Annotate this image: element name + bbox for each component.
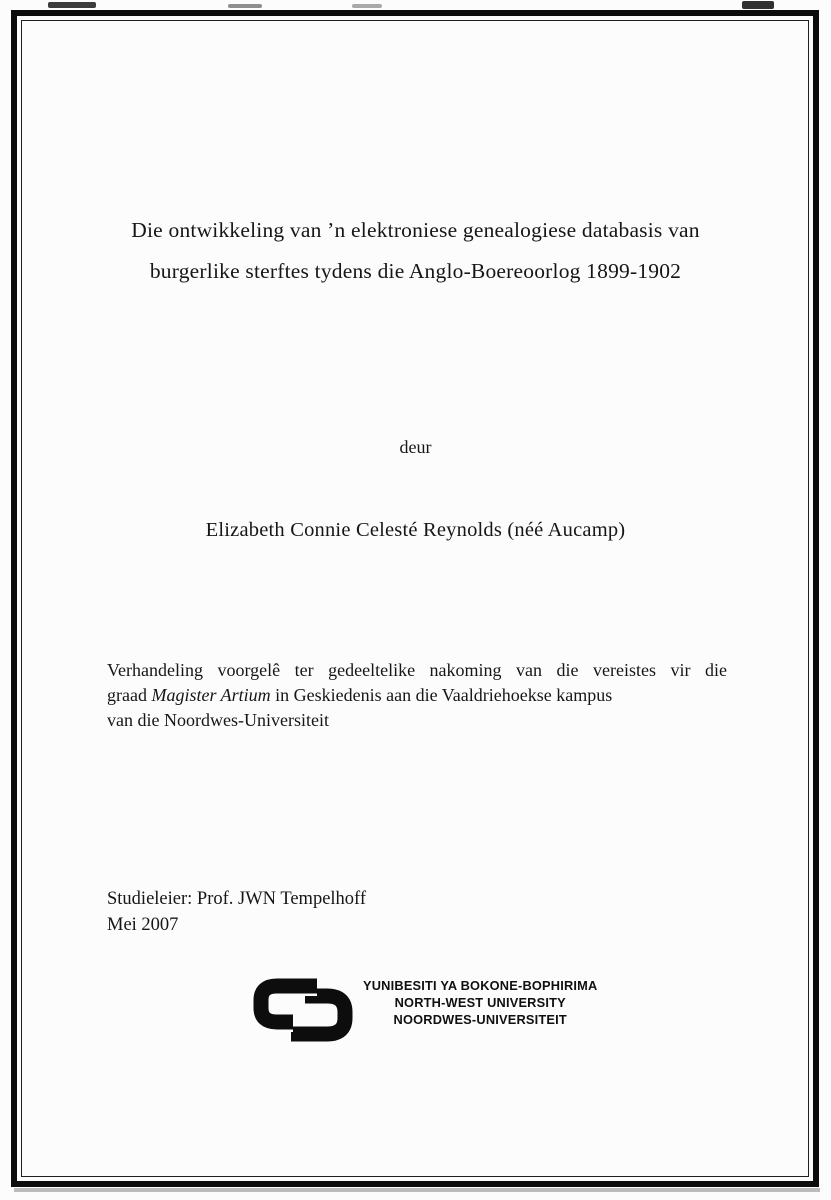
thesis-title (60, 210, 771, 292)
university-logo (253, 974, 597, 1046)
date-line: Mei 2007 (107, 915, 179, 935)
logo-line-english: NORTH-WEST UNIVERSITY (394, 994, 566, 1010)
scan-artifact (228, 4, 262, 8)
scan-artifact (48, 2, 96, 8)
logo-line-setswana: YUNIBESITI YA BOKONE-BOPHIRIMA (363, 978, 598, 993)
statement-line-2-suffix: in Geskiedenis aan die Vaaldriehoekse kampus (270, 685, 613, 705)
supervisor-line: Studieleier: Prof. JWN Tempelhoff (107, 889, 367, 909)
title-line-2: burgerlike sterftes tydens die Anglo-Boereoorlog 1899-1902 (149, 259, 682, 283)
degree-name-italic: Magister Artium (151, 685, 271, 705)
logo-wordmark (363, 974, 597, 1028)
scan-artifact (14, 1188, 820, 1192)
supervisor-block (107, 886, 366, 938)
scan-artifact (742, 1, 774, 9)
title-line-1: Die ontwikkeling van ’n elektroniese genealogiese databasis van (131, 218, 700, 242)
nwu-logo-icon (253, 974, 357, 1046)
logo-line-afrikaans: NOORDWES-UNIVERSITEIT (393, 1011, 567, 1027)
submission-statement (107, 658, 727, 733)
statement-line-3: van die Noordwes-Universiteit (107, 710, 329, 730)
statement-line-2 (107, 683, 727, 708)
author-name: Elizabeth Connie Celesté Reynolds (néé Aucamp) (205, 519, 626, 541)
scan-artifact (352, 4, 382, 8)
byline: deur (399, 437, 432, 457)
statement-line-1: Verhandeling voorgelê ter gedeeltelike nakoming van die vereistes vir die (107, 660, 727, 680)
statement-line-2-prefix: graad (107, 685, 152, 705)
